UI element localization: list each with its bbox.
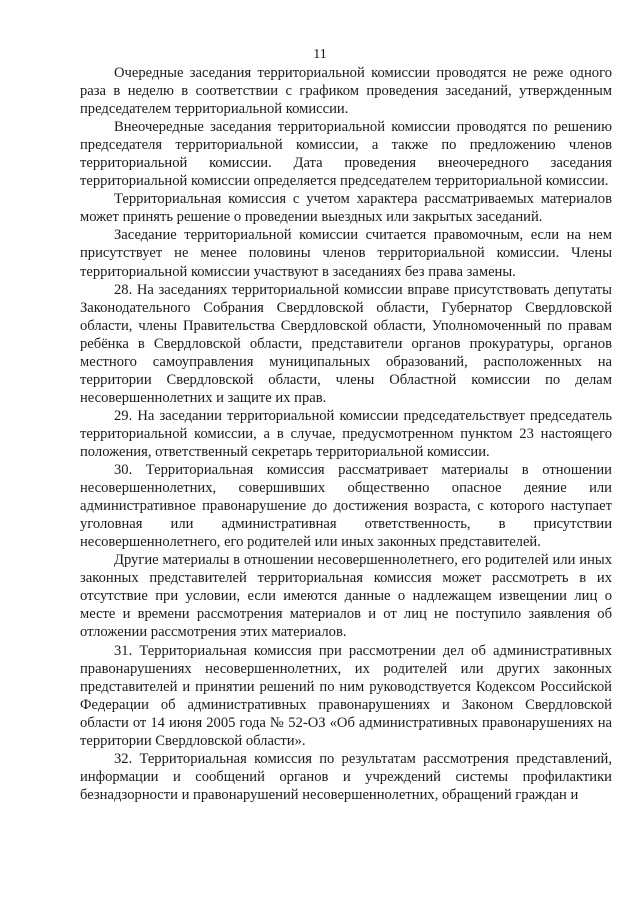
paragraph-item-29: 29. На заседании территориальной комиссии председательствует председатель территориальной комиссии, а в случае, предусмотренном пунктом 23 настоящего положения, ответственный секретарь территориальной комиссии. — [80, 407, 612, 460]
paragraph-item-31: 31. Территориальная комиссия при рассмотрении дел об административных правонарушениях несовершеннолетних, их родителей или других законных представителей и принятии решений по ним руководствуется Кодексом Российской Федерации об административных правонарушениях и Законом Свердловской области от 14 июня 2005 года № 52-ОЗ «Об административных правонарушениях на территории Свердловской области». — [80, 642, 612, 749]
paragraph-regular-meetings: Очередные заседания территориальной комиссии проводятся не реже одного раза в неделю в соответствии с графиком проведения заседаний, утвержденным председателем территориальной комиссии. — [80, 65, 612, 118]
paragraph-other-materials: Другие материалы в отношении несовершеннолетнего, его родителей или иных законных представителей территориальная комиссия может рассмотреть в их отсутствие при условии, если имеются данные о надлежащем извещении лиц о месте и времени рассмотрения материалов и от лиц не поступило заявления об отложении рассмотрения этих материалов. — [80, 552, 612, 641]
paragraph-quorum: Заседание территориальной комиссии считается правомочным, если на нем присутствует не менее половины членов территориальной комиссии. Члены территориальной комиссии участвуют в заседаниях без права замены. — [80, 227, 612, 280]
paragraph-item-28: 28. На заседаниях территориальной комиссии вправе присутствовать депутаты Законодательного Собрания Свердловской области, Губернатор Свердловской области, члены Правительства Свердловской области, Уполномоченный по правам ребёнка в Свердловской области, представители органов прокуратуры, органов местного самоуправления муниципальных образований, расположенных на территории Свердловской области, члены Областной комиссии по делам несовершеннолетних и защите их прав. — [80, 281, 612, 406]
document-body — [80, 64, 612, 804]
paragraph-item-32: 32. Территориальная комиссия по результатам рассмотрения представлений, информации и сообщений органов и учреждений системы профилактики безнадзорности и правонарушений несовершеннолетних, обращений граждан и — [80, 750, 612, 803]
paragraph-item-30: 30. Территориальная комиссия рассматривает материалы в отношении несовершеннолетних, совершивших общественно опасное деяние или административное правонарушение до достижения возраста, с которого наступает уголовная или административная ответственность, в присутствии несовершеннолетнего, его родителей или иных законных представителей. — [80, 462, 612, 551]
paragraph-extraordinary-meetings: Внеочередные заседания территориальной комиссии проводятся по решению председателя территориальной комиссии, а также по предложению членов территориальной комиссии. Дата проведения внеочередного заседания территориальной комиссии определяется председателем территориальной комиссии. — [80, 119, 612, 190]
paragraph-offsite-closed-meetings: Территориальная комиссия с учетом характера рассматриваемых материалов может принять решение о проведении выездных или закрытых заседаний. — [80, 191, 612, 226]
page-number: 11 — [313, 47, 327, 62]
